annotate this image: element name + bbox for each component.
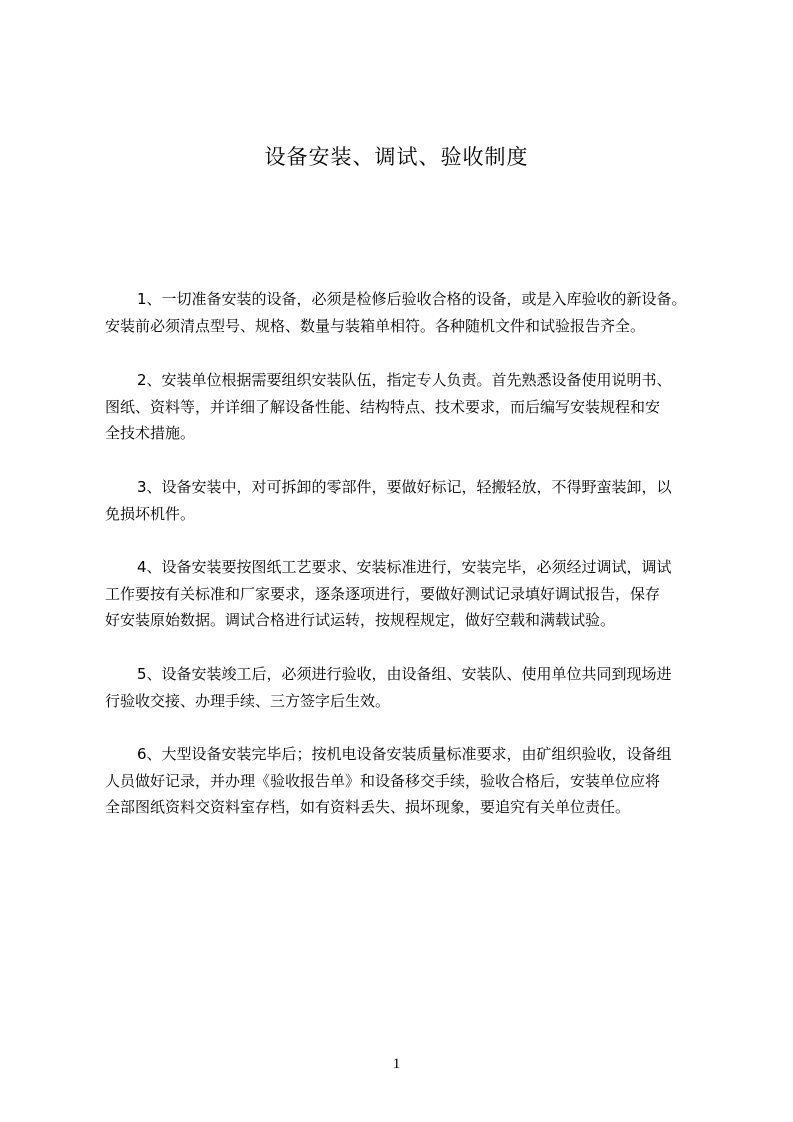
paragraph-line: 1、一切准备安装的设备，必须是检修后验收合格的设备，或是入库验收的新设备。 xyxy=(137,290,687,308)
paragraph-line: 人员做好记录，并办理《验收报告单》和设备移交手续，验收合格后，安装单位应将 xyxy=(105,771,661,790)
paragraph-line: 全部图纸资料交资料室存档，如有资料丢失、损坏现象，要追究有关单位责任。 xyxy=(105,798,631,816)
paragraph-line: 好安装原始数据。调试合格进行试运转，按规程规定，做好空载和满载试验。 xyxy=(105,611,616,629)
paragraph-5 xyxy=(105,661,725,714)
paragraph-line: 5、设备安装竣工后，必须进行验收，由设备组、安装队、使用单位共同到现场进 xyxy=(137,665,672,683)
page-number: 1 xyxy=(392,1056,401,1072)
paragraph-6 xyxy=(105,741,725,821)
paragraph-line: 6、大型设备安装完毕后；按机电设备安装质量标准要求，由矿组织验收，设备组 xyxy=(137,745,672,763)
paragraph-line: 行验收交接、办理手续、三方签字后生效。 xyxy=(105,691,391,710)
paragraph-line: 2、安装单位根据需要组织安装队伍，指定专人负责。首先熟悉设备使用说明书、 xyxy=(137,371,672,389)
paragraph-line: 安装前必须清点型号、规格、数量与装箱单相符。各种随机文件和试验报告齐全。 xyxy=(105,316,646,335)
paragraph-1 xyxy=(105,286,725,339)
paragraph-3 xyxy=(105,474,725,527)
paragraph-line: 3、设备安装中，对可拆卸的零部件，要做好标记，轻搬轻放，不得野蛮装卸，以 xyxy=(137,478,672,496)
paragraph-4 xyxy=(105,554,725,634)
document-title: 设备安装、调试、验收制度 xyxy=(264,145,529,169)
paragraph-line: 免损坏机件。 xyxy=(105,504,196,523)
paragraph-line: 图纸、资料等，并详细了解设备性能、结构特点、技术要求，而后编写安装规程和安 xyxy=(105,397,661,416)
paragraph-2 xyxy=(105,367,725,447)
paragraph-line: 4、设备安装要按图纸工艺要求、安装标准进行，安装完毕，必须经过调试，调试 xyxy=(137,558,672,576)
paragraph-line: 工作要按有关标准和厂家要求，逐条逐项进行，要做好测试记录填好调试报告，保存 xyxy=(105,584,661,603)
paragraph-line: 全技术措施。 xyxy=(105,424,196,442)
